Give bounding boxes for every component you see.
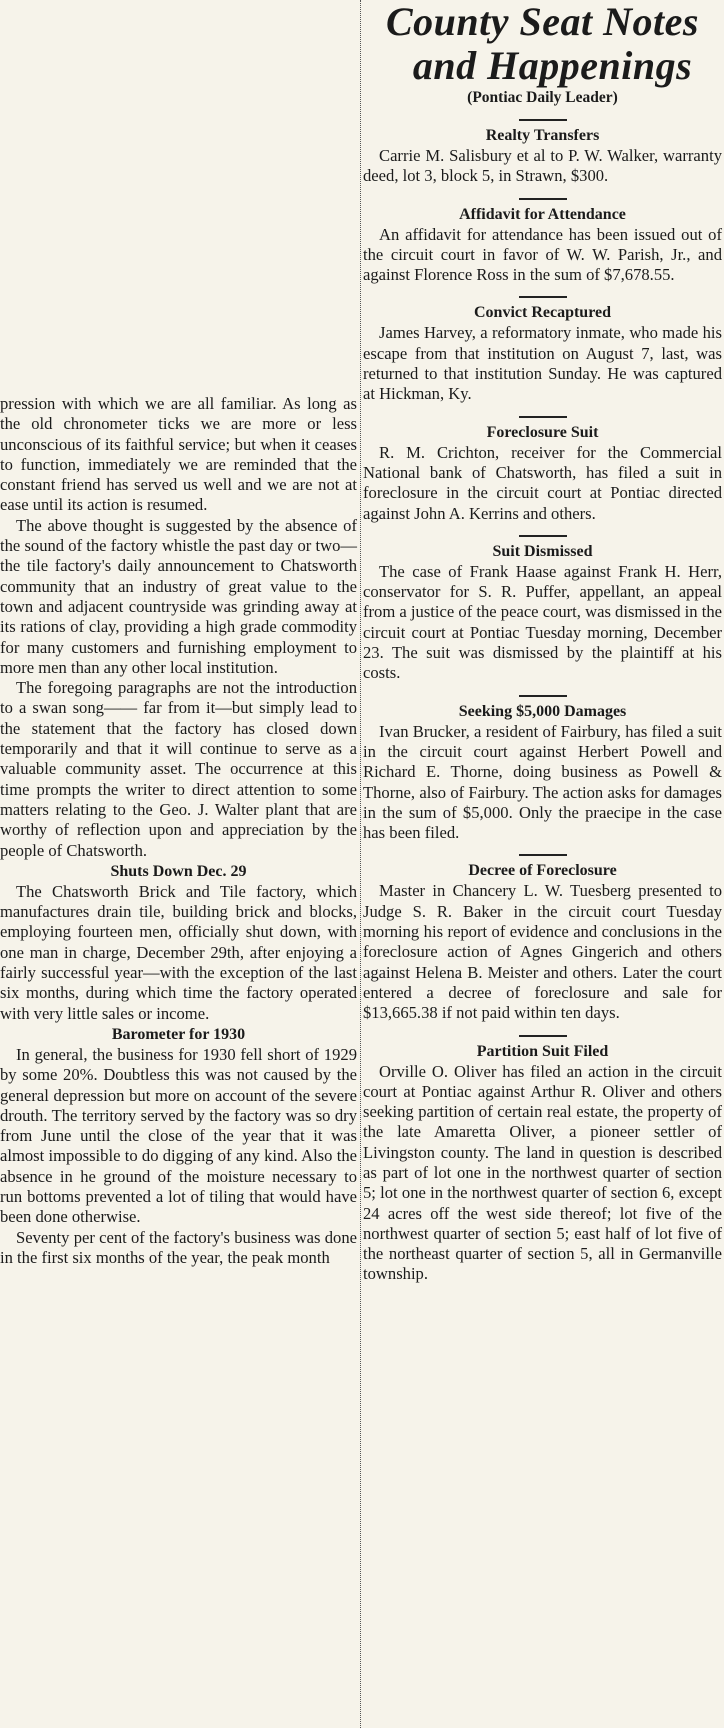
news-item-heading: Suit Dismissed [492,542,593,560]
column-divider [360,0,361,1728]
news-item [363,296,722,404]
left-paragraph-2: The above thought is suggested by the absence of the sound of the factory whistle the past day or two— the tile factory's daily announcement to Chatsworth community that an industry of great value to the town and adjacent countryside was grinding away at its rations of clay, providing a high grade commodity for many customers and furnishing employment to more men than any other local institution. [0,515,357,677]
right-column [363,0,722,1285]
left-paragraph-6: Seventy per cent of the factory's business was done in the first six months of the year, the peak month [0,1227,357,1267]
news-item [363,854,722,1023]
section-rule [519,416,567,418]
news-item-heading: Partition Suit Filed [476,1042,609,1060]
masthead [363,0,722,108]
news-item-heading: Foreclosure Suit [486,423,599,441]
news-item [363,416,722,524]
news-item-body: Carrie M. Salisbury et al to P. W. Walker, warranty deed, lot 3, block 5, in Strawn, $300. [363,146,722,186]
news-item-heading: Decree of Foreclosure [468,862,617,880]
section-rule [519,535,567,537]
masthead-title-line1: County Seat Notes [386,0,699,44]
section-rule [519,296,567,298]
news-item [363,198,722,286]
news-item-body: R. M. Crichton, receiver for the Commercial National bank of Chatsworth, has filed a suit in foreclosure in the circuit court at Pontiac directed against John A. Kerrins and others. [363,442,722,523]
left-intro-paragraph: pression with which we are all familiar. As long as the old chronometer ticks we are more or less unconscious of its faithful service; but when it ceases to function, immediately we are reminded that the constant friend has served us well and we are not at ease until its action is resumed. [0,394,357,515]
masthead-title-line2: and Happenings [412,43,693,88]
news-item-body: The case of Frank Haase against Frank H. Herr, conservator for S. R. Puffer, appellant, an appeal from a justice of the peace court, was dismissed in the circuit court at Pontiac Tuesday morning, December 23. The suit was dismissed by the plaintiff at his costs. [363,561,722,683]
section-rule [519,119,567,121]
news-item-heading: Affidavit for Attendance [459,205,626,223]
left-column [0,394,357,1268]
news-item-heading: Realty Transfers [485,127,600,144]
left-subhead-shuts-down: Shuts Down Dec. 29 [110,862,247,880]
section-rule [519,695,567,697]
left-paragraph-5: In general, the business for 1930 fell short of 1929 by some 20%. Doubtless this was not caused by the general depression but more on account of the severe drouth. The territory served by the factory was so dry from June until the close of the year that it was almost impossible to do digging of any kind. Also the absence in he ground of the moisture necessary to run bottoms prevented a lot of tiling that would have been done otherwise. [0,1044,357,1227]
news-item-body: Master in Chancery L. W. Tuesberg presented to Judge S. R. Baker in the circuit court Tuesday morning his report of evidence and conclusions in the foreclosure action of Agnes Gingerich and others against Helena B. Meister and others. Later the court entered a decree of foreclosure and sale for $13,665.38 if not paid within ten days. [363,881,722,1023]
section-rule [519,1035,567,1037]
news-item-body: An affidavit for attendance has been issued out of the circuit court in favor of W. W. Parish, Jr., and against Florence Ross in the sum of $7,678.55. [363,224,722,285]
news-item-body: James Harvey, a reformatory inmate, who made his escape from that institution on August 7, last, was returned to that institution Sunday. He was captured at Hickman, Ky. [363,323,722,404]
news-item [363,535,722,684]
section-rule [519,198,567,200]
news-item [363,1035,722,1285]
news-item-heading: Convict Recaptured [473,304,612,322]
left-subhead-barometer: Barometer for 1930 [111,1025,246,1043]
left-paragraph-4: The Chatsworth Brick and Tile factory, which manufactures drain tile, building brick and blocks, employing fourteen men, officially shut down, with one man in charge, December 29th, after enjoying a fairly successful year—with the exception of the last six months, during which time the factory operated with very little sales or income. [0,881,357,1023]
news-item [363,119,722,187]
section-rule [519,854,567,856]
left-paragraph-3: The foregoing paragraphs are not the introduction to a swan song—— far from it—but simply lead to the statement that the factory has closed down temporarily and that it will continue to serve as a valuable community asset. The occurrence at this time prompts the writer to direct attention to some matters relating to the Geo. J. Walter plant that are worthy of reflection upon and appreciation by the people of Chatsworth. [0,678,357,860]
news-item [363,695,722,844]
news-item-body: Ivan Brucker, a resident of Fairbury, has filed a suit in the circuit court against Herbert Powell and Richard E. Thorne, doing business as Powell & Thorne, also of Fairbury. The action asks for damages in the sum of $5,000. Only the praecipe in the case has been filed. [363,721,722,843]
masthead-source: (Pontiac Daily Leader) [467,89,618,106]
news-item-heading: Seeking $5,000 Damages [458,702,627,720]
news-item-body: Orville O. Oliver has filed an action in the circuit court at Pontiac against Arthur R. Oliver and others seeking partition of certain real estate, the property of the late Amaretta Oliver, a pioneer settler of Livingston county. The land in question is described as part of lot one in the northwest quarter of section 5; lot one in the northwest quarter of section 6, except 24 acres off the west side thereof; lot five of the northwest quarter of section 5; east half of lot five of the northeast quarter of section 5, all in Germanville township. [363,1061,722,1284]
